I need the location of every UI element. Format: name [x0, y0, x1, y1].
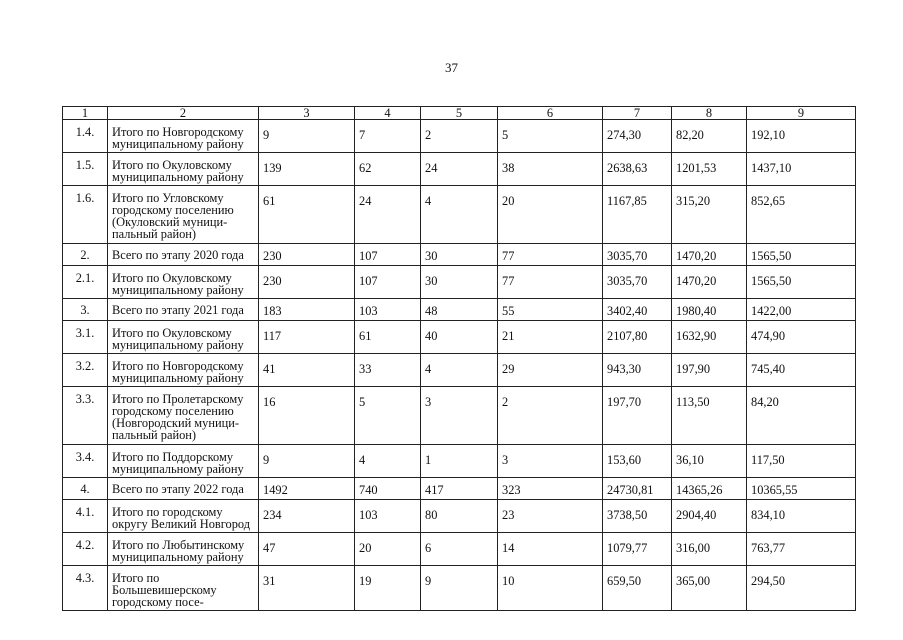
value-cell-col-7: 3738,50 [603, 500, 672, 533]
table-row [63, 244, 856, 266]
table-row [63, 387, 856, 445]
data-table [62, 106, 856, 611]
row-name-cell: Итого по Окуловскому муниципальному району [108, 153, 259, 186]
row-number-cell: 1.4. [63, 120, 108, 153]
value-cell-col-6: 21 [498, 321, 603, 354]
value-cell-col-9: 192,10 [747, 120, 856, 153]
table-row [63, 120, 856, 153]
table-row [63, 354, 856, 387]
value-cell-col-3: 9 [259, 120, 355, 153]
row-number-cell: 1.6. [63, 186, 108, 244]
value-cell-col-3: 31 [259, 566, 355, 611]
value-cell-col-6: 77 [498, 244, 603, 266]
value-cell-col-8: 315,20 [672, 186, 747, 244]
value-cell-col-5: 24 [421, 153, 498, 186]
value-cell-col-3: 230 [259, 244, 355, 266]
value-cell-col-3: 61 [259, 186, 355, 244]
row-number-cell: 3. [63, 299, 108, 321]
table-row [63, 533, 856, 566]
value-cell-col-9: 117,50 [747, 445, 856, 478]
row-number-cell: 4.2. [63, 533, 108, 566]
row-name-cell: Итого по Окуловскому муниципальному району [108, 266, 259, 299]
value-cell-col-3: 9 [259, 445, 355, 478]
value-cell-col-8: 197,90 [672, 354, 747, 387]
value-cell-col-4: 62 [355, 153, 421, 186]
row-number-cell: 2. [63, 244, 108, 266]
value-cell-col-4: 103 [355, 500, 421, 533]
row-name-cell: Итого по Новгородскому муниципальному району [108, 120, 259, 153]
table-row [63, 566, 856, 611]
row-name-cell: Итого по Окуловскому муниципальному району [108, 321, 259, 354]
table-row [63, 321, 856, 354]
value-cell-col-7: 24730,81 [603, 478, 672, 500]
value-cell-col-9: 10365,55 [747, 478, 856, 500]
value-cell-col-5: 2 [421, 120, 498, 153]
row-name-cell: Всего по этапу 2021 года [108, 299, 259, 321]
value-cell-col-9: 294,50 [747, 566, 856, 611]
row-number-cell: 1.5. [63, 153, 108, 186]
value-cell-col-8: 14365,26 [672, 478, 747, 500]
row-name-cell: Итого по Большевишерскому городскому посе- [108, 566, 259, 611]
value-cell-col-8: 1470,20 [672, 244, 747, 266]
value-cell-col-8: 1632,90 [672, 321, 747, 354]
header-cell: 5 [421, 107, 498, 120]
header-cell: 2 [108, 107, 259, 120]
value-cell-col-4: 20 [355, 533, 421, 566]
value-cell-col-4: 61 [355, 321, 421, 354]
value-cell-col-3: 139 [259, 153, 355, 186]
table-row [63, 266, 856, 299]
row-name-cell: Итого по Новгородскому муниципальному району [108, 354, 259, 387]
header-cell: 3 [259, 107, 355, 120]
value-cell-col-9: 745,40 [747, 354, 856, 387]
value-cell-col-4: 5 [355, 387, 421, 445]
value-cell-col-6: 55 [498, 299, 603, 321]
value-cell-col-7: 153,60 [603, 445, 672, 478]
value-cell-col-4: 7 [355, 120, 421, 153]
table-row [63, 153, 856, 186]
table-row [63, 478, 856, 500]
value-cell-col-6: 29 [498, 354, 603, 387]
value-cell-col-6: 38 [498, 153, 603, 186]
row-name-cell: Всего по этапу 2022 года [108, 478, 259, 500]
value-cell-col-3: 1492 [259, 478, 355, 500]
value-cell-col-6: 3 [498, 445, 603, 478]
value-cell-col-9: 474,90 [747, 321, 856, 354]
row-number-cell: 3.1. [63, 321, 108, 354]
page-number: 37 [445, 60, 458, 75]
value-cell-col-5: 6 [421, 533, 498, 566]
value-cell-col-6: 77 [498, 266, 603, 299]
row-name-cell: Итого по городскому округу Великий Новгород [108, 500, 259, 533]
value-cell-col-8: 82,20 [672, 120, 747, 153]
table-row [63, 445, 856, 478]
value-cell-col-7: 1079,77 [603, 533, 672, 566]
value-cell-col-4: 4 [355, 445, 421, 478]
row-number-cell: 3.2. [63, 354, 108, 387]
value-cell-col-7: 1167,85 [603, 186, 672, 244]
value-cell-col-8: 113,50 [672, 387, 747, 445]
value-cell-col-7: 197,70 [603, 387, 672, 445]
value-cell-col-3: 234 [259, 500, 355, 533]
value-cell-col-5: 4 [421, 354, 498, 387]
value-cell-col-9: 852,65 [747, 186, 856, 244]
value-cell-col-9: 1565,50 [747, 266, 856, 299]
value-cell-col-6: 10 [498, 566, 603, 611]
value-cell-col-6: 323 [498, 478, 603, 500]
row-number-cell: 3.3. [63, 387, 108, 445]
header-cell: 4 [355, 107, 421, 120]
value-cell-col-7: 659,50 [603, 566, 672, 611]
header-cell: 7 [603, 107, 672, 120]
row-number-cell: 2.1. [63, 266, 108, 299]
value-cell-col-3: 47 [259, 533, 355, 566]
value-cell-col-4: 19 [355, 566, 421, 611]
value-cell-col-5: 3 [421, 387, 498, 445]
value-cell-col-8: 1980,40 [672, 299, 747, 321]
value-cell-col-3: 230 [259, 266, 355, 299]
value-cell-col-9: 1422,00 [747, 299, 856, 321]
value-cell-col-8: 36,10 [672, 445, 747, 478]
row-name-cell: Всего по этапу 2020 года [108, 244, 259, 266]
row-number-cell: 4. [63, 478, 108, 500]
value-cell-col-7: 943,30 [603, 354, 672, 387]
row-name-cell: Итого по Угловскому городскому поселению (Окуловский муници-пальный район) [108, 186, 259, 244]
value-cell-col-4: 107 [355, 244, 421, 266]
value-cell-col-8: 1470,20 [672, 266, 747, 299]
value-cell-col-7: 2107,80 [603, 321, 672, 354]
value-cell-col-6: 20 [498, 186, 603, 244]
table-row [63, 186, 856, 244]
value-cell-col-3: 41 [259, 354, 355, 387]
header-cell: 1 [63, 107, 108, 120]
value-cell-col-7: 2638,63 [603, 153, 672, 186]
value-cell-col-3: 117 [259, 321, 355, 354]
value-cell-col-6: 14 [498, 533, 603, 566]
value-cell-col-4: 24 [355, 186, 421, 244]
value-cell-col-7: 3035,70 [603, 244, 672, 266]
value-cell-col-3: 16 [259, 387, 355, 445]
value-cell-col-8: 316,00 [672, 533, 747, 566]
value-cell-col-5: 9 [421, 566, 498, 611]
table-row [63, 299, 856, 321]
value-cell-col-5: 4 [421, 186, 498, 244]
row-number-cell: 3.4. [63, 445, 108, 478]
value-cell-col-5: 30 [421, 244, 498, 266]
value-cell-col-5: 48 [421, 299, 498, 321]
value-cell-col-9: 1437,10 [747, 153, 856, 186]
value-cell-col-5: 80 [421, 500, 498, 533]
table-row [63, 500, 856, 533]
value-cell-col-4: 740 [355, 478, 421, 500]
value-cell-col-8: 365,00 [672, 566, 747, 611]
row-name-cell: Итого по Любытинскому муниципальному району [108, 533, 259, 566]
value-cell-col-7: 274,30 [603, 120, 672, 153]
value-cell-col-8: 2904,40 [672, 500, 747, 533]
value-cell-col-6: 2 [498, 387, 603, 445]
value-cell-col-6: 23 [498, 500, 603, 533]
value-cell-col-9: 84,20 [747, 387, 856, 445]
value-cell-col-5: 1 [421, 445, 498, 478]
table-header-row [63, 107, 856, 120]
value-cell-col-5: 417 [421, 478, 498, 500]
row-number-cell: 4.1. [63, 500, 108, 533]
value-cell-col-8: 1201,53 [672, 153, 747, 186]
row-name-cell: Итого по Поддорскому муниципальному району [108, 445, 259, 478]
value-cell-col-9: 834,10 [747, 500, 856, 533]
value-cell-col-7: 3035,70 [603, 266, 672, 299]
value-cell-col-3: 183 [259, 299, 355, 321]
value-cell-col-7: 3402,40 [603, 299, 672, 321]
value-cell-col-5: 40 [421, 321, 498, 354]
value-cell-col-9: 1565,50 [747, 244, 856, 266]
value-cell-col-5: 30 [421, 266, 498, 299]
value-cell-col-4: 107 [355, 266, 421, 299]
value-cell-col-9: 763,77 [747, 533, 856, 566]
row-number-cell: 4.3. [63, 566, 108, 611]
value-cell-col-6: 5 [498, 120, 603, 153]
row-name-cell: Итого по Пролетарскому городскому поселению (Новгородский муници-пальный район) [108, 387, 259, 445]
header-cell: 6 [498, 107, 603, 120]
value-cell-col-4: 103 [355, 299, 421, 321]
header-cell: 9 [747, 107, 856, 120]
header-cell: 8 [672, 107, 747, 120]
value-cell-col-4: 33 [355, 354, 421, 387]
